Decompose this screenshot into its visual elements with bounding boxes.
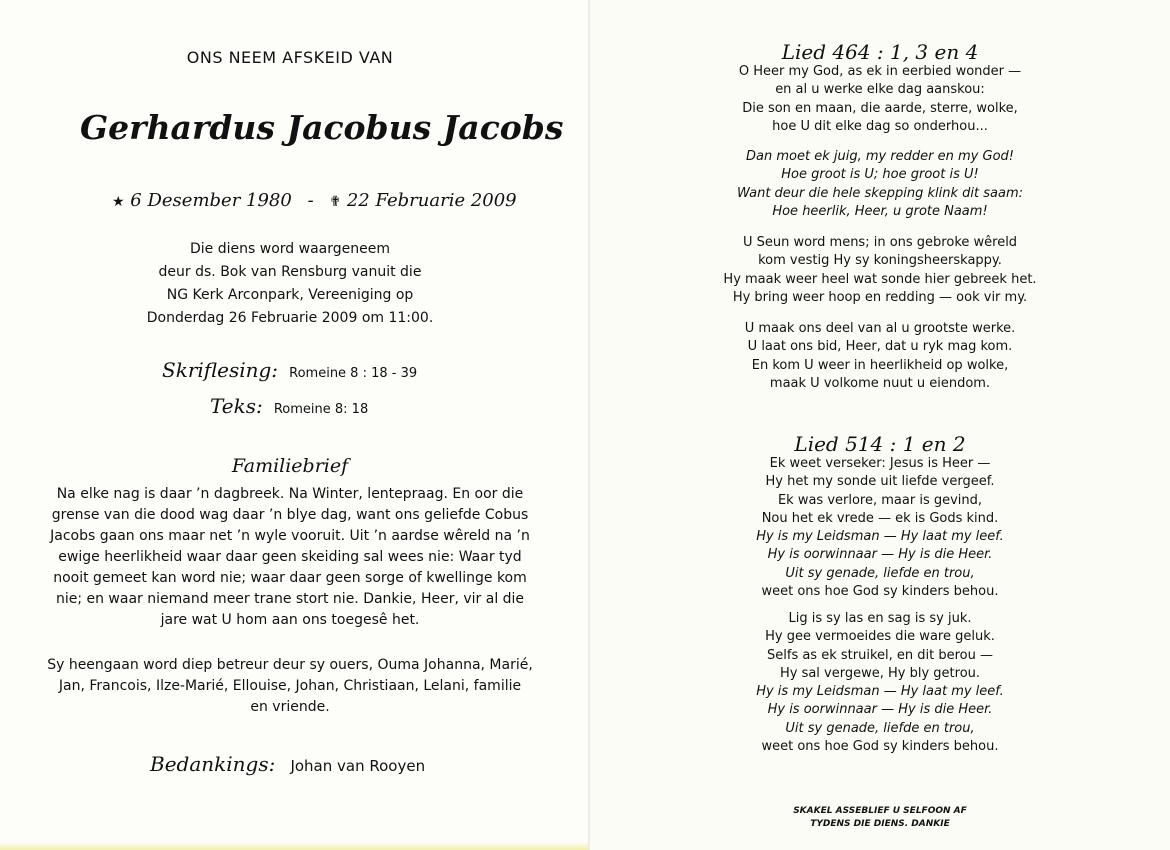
text-value: Romeine 8: 18 bbox=[273, 402, 369, 417]
hymn-2-verse-1 bbox=[680, 455, 1080, 601]
letter-line: jare wat U hom aan ons toegesê het. bbox=[160, 612, 420, 628]
verse-line: Hy is oorwinnaar — Hy is die Heer. bbox=[767, 702, 993, 718]
verse-line: Hoe heerlik, Heer, u grote Naam! bbox=[772, 203, 988, 219]
letter-line: Na elke nag is daar ’n dagbreek. Na Winter, lentepraag. En oor die bbox=[56, 486, 524, 502]
service-line: Die diens word waargeneem bbox=[190, 241, 390, 257]
verse-line: Hy is oorwinnaar — Hy is die Heer. bbox=[767, 547, 993, 563]
hymn-1-refrain bbox=[680, 148, 1080, 221]
hymn-2-verse-2 bbox=[680, 610, 1080, 756]
letter-line: grense van die dood wag daar ’n blye dag, want ons geliefde Cobus bbox=[51, 507, 529, 523]
scripture-label: Skriflesing: bbox=[162, 358, 279, 382]
letter-line: en vriende. bbox=[250, 699, 330, 715]
verse-line: O Heer my God, as ek in eerbied wonder — bbox=[738, 64, 1022, 79]
service-line: NG Kerk Arconpark, Vereeniging op bbox=[166, 287, 414, 303]
verse-line: Selfs as ek struikel, en dit berou — bbox=[767, 647, 993, 663]
death-date: 22 Februarie 2009 bbox=[346, 190, 517, 211]
farewell-heading: ONS NEEM AFSKEID VAN bbox=[186, 48, 394, 67]
service-line: deur ds. Bok van Rensburg vanuit die bbox=[158, 264, 422, 280]
verse-line: U laat ons bid, Heer, dat u ryk mag kom. bbox=[747, 339, 1013, 355]
scripture-value: Romeine 8 : 18 - 39 bbox=[289, 366, 418, 381]
sermon-text bbox=[210, 394, 368, 418]
scripture-reading bbox=[162, 358, 417, 382]
verse-line: Want deur die hele skepping klink dit saam: bbox=[736, 185, 1024, 201]
verse-line: weet ons hoe God sy kinders behou. bbox=[761, 739, 999, 755]
star-icon: ★ bbox=[112, 194, 125, 210]
verse-line: kom vestig Hy sy koningsheerskappy. bbox=[758, 253, 1002, 269]
notice-line: TYDENS DIE DIENS. DANKIE bbox=[810, 819, 950, 829]
verse-line: Dan moet ek juig, my redder en my God! bbox=[746, 149, 1014, 164]
thanks-value: Johan van Rooyen bbox=[290, 757, 426, 775]
service-details bbox=[110, 238, 470, 330]
letter-line: Jacobs gaan ons maar net ’n wyle vooruit. Uit ’n aardse wêreld na ’n bbox=[50, 528, 530, 544]
verse-line: Ek was verlore, maar is gevind, bbox=[777, 492, 983, 508]
verse-line: Hy sal vergewe, Hy bly getrou. bbox=[779, 665, 981, 681]
verse-line: Hy het my sonde uit liefde vergeef. bbox=[765, 474, 995, 490]
hymn-1-verse-3 bbox=[680, 234, 1080, 307]
verse-line: Hy maak weer heel wat sonde hier gebreek het. bbox=[723, 271, 1037, 287]
hymn-1-title: Lied 464 : 1, 3 en 4 bbox=[781, 40, 979, 64]
letter-line: nooit gemeet kan word nie; waar daar geen sorge of kwellinge kom bbox=[53, 570, 527, 586]
page-edge bbox=[0, 842, 590, 850]
service-line: Donderdag 26 Februarie 2009 om 11:00. bbox=[146, 310, 434, 326]
right-page bbox=[590, 0, 1170, 850]
family-letter-paragraph-1 bbox=[20, 484, 560, 631]
hymn-1-verse-4 bbox=[680, 320, 1080, 393]
verse-line: Lig is sy las en sag is sy juk. bbox=[788, 611, 972, 626]
deceased-name: Gerhardus Jacobus Jacobs bbox=[80, 108, 564, 147]
verse-line: Ek weet verseker: Jesus is Heer — bbox=[769, 456, 991, 471]
verse-line: Uit sy genade, liefde en trou, bbox=[785, 720, 975, 736]
verse-line: hoe U dit elke dag so onderhou... bbox=[772, 118, 988, 134]
verse-line: En kom U weer in heerlikheid op wolke, bbox=[751, 357, 1009, 373]
letter-line: nie; en waar niemand meer trane stort nie. Dankie, Heer, vir al die bbox=[55, 591, 525, 607]
dates-line bbox=[112, 190, 517, 211]
verse-line: weet ons hoe God sy kinders behou. bbox=[761, 584, 999, 600]
text-label: Teks: bbox=[210, 394, 263, 418]
verse-line: Hy is my Leidsman — Hy laat my leef. bbox=[756, 684, 1004, 700]
hymn-2-title: Lied 514 : 1 en 2 bbox=[794, 432, 966, 456]
verse-line: Die son en maan, die aarde, sterre, wolke, bbox=[742, 100, 1018, 116]
verse-line: U Seun word mens; in ons gebroke wêreld bbox=[742, 235, 1018, 250]
family-letter-title: Familiebrief bbox=[231, 455, 349, 477]
acknowledgements bbox=[150, 752, 425, 776]
notice-line: SKAKEL ASSEBLIEF U SELFOON AF bbox=[793, 806, 967, 816]
letter-line: Sy heengaan word diep betreur deur sy ouers, Ouma Johanna, Marié, bbox=[47, 657, 533, 673]
cross-icon: ✟ bbox=[329, 194, 342, 210]
cellphone-notice bbox=[750, 805, 1010, 831]
thanks-label: Bedankings: bbox=[150, 752, 276, 776]
letter-line: ewige heerlikheid waar daar geen skeiding sal wees nie: Waar tyd bbox=[58, 549, 522, 565]
date-separator: - bbox=[307, 190, 314, 211]
verse-line: en al u werke elke dag aanskou: bbox=[775, 82, 985, 98]
verse-line: Hy gee vermoeides die ware geluk. bbox=[765, 629, 995, 645]
family-letter-paragraph-2 bbox=[20, 655, 560, 718]
hymn-1-verse-1 bbox=[680, 63, 1080, 136]
verse-line: Hoe groot is U; hoe groot is U! bbox=[781, 167, 979, 183]
verse-line: U maak ons deel van al u grootste werke. bbox=[744, 321, 1016, 336]
verse-line: Hy is my Leidsman — Hy laat my leef. bbox=[756, 529, 1004, 545]
verse-line: Uit sy genade, liefde en trou, bbox=[785, 565, 975, 581]
verse-line: maak U volkome nuut u eiendom. bbox=[769, 375, 991, 391]
verse-line: Nou het ek vrede — ek is Gods kind. bbox=[761, 510, 999, 526]
verse-line: Hy bring weer hoop en redding — ook vir my. bbox=[732, 289, 1028, 305]
letter-line: Jan, Francois, Ilze-Marié, Ellouise, Johan, Christiaan, Lelani, familie bbox=[58, 678, 522, 694]
birth-date: 6 Desember 1980 bbox=[130, 190, 292, 211]
